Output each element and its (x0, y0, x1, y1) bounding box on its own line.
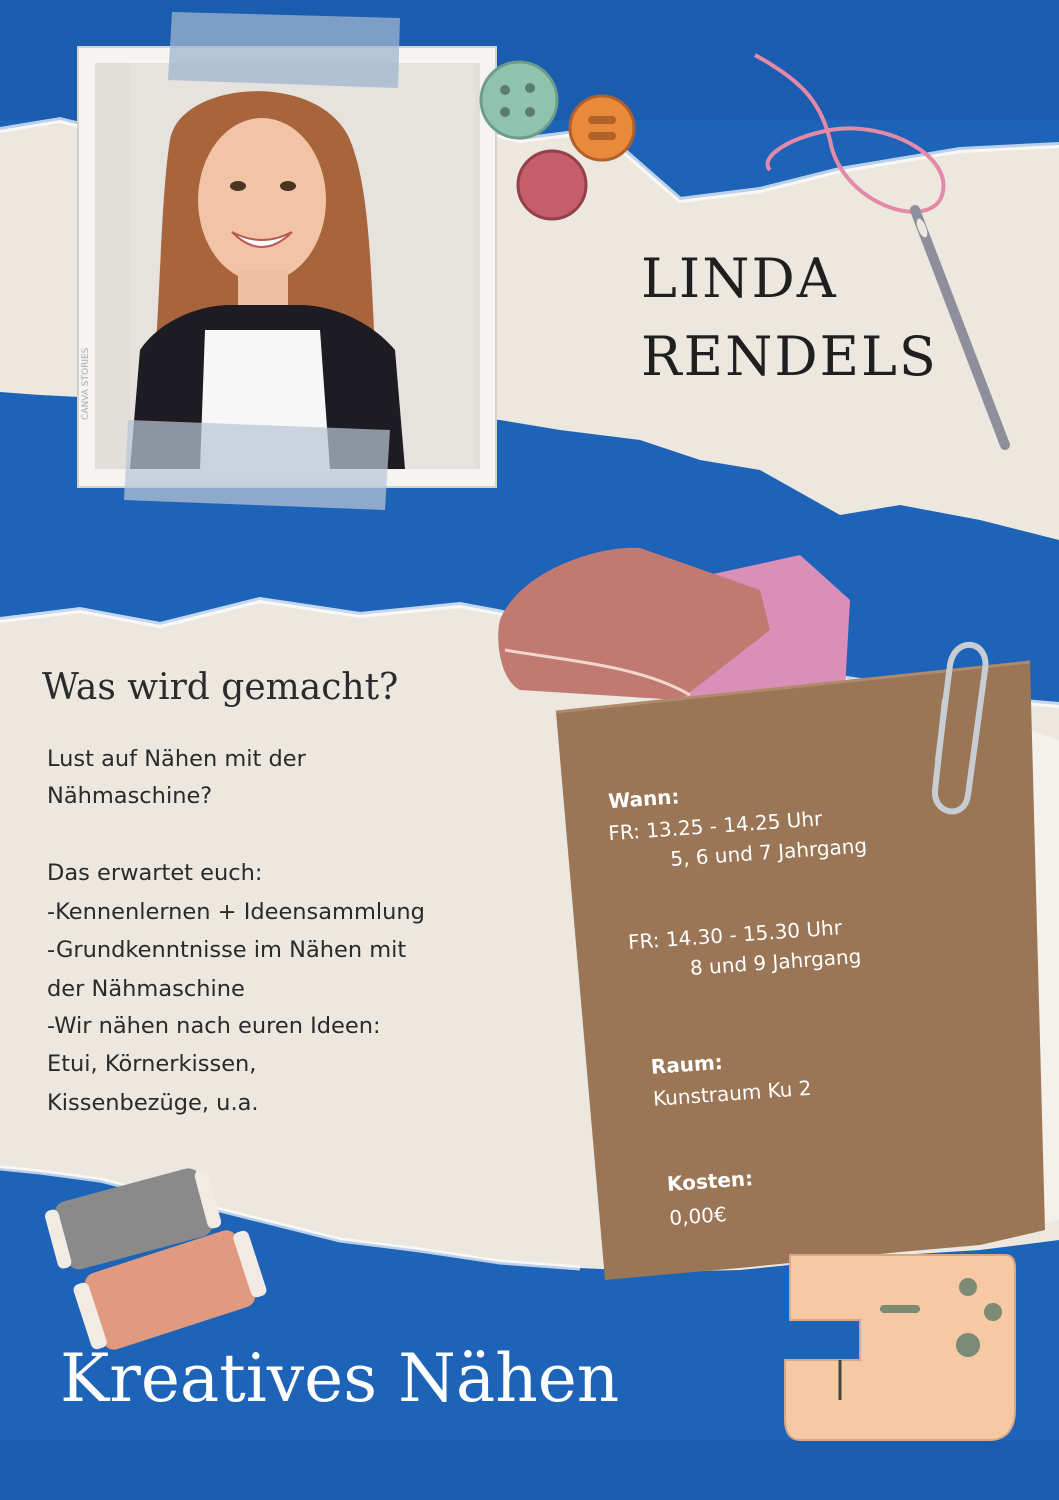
intro-line: Das erwartet euch: (47, 860, 263, 886)
name-first: LINDA (641, 247, 838, 310)
intro-line: Nähmaschine? (47, 783, 213, 809)
slot1-grades: 5, 6 und 7 Jahrgang (669, 833, 868, 871)
slot2-grades: 8 und 9 Jahrgang (689, 943, 863, 980)
slot1-time: FR: 13.25 - 14.25 Uhr (607, 806, 823, 846)
photo-caption: CANVA STORIES (81, 347, 91, 420)
cost-value: 0,00€ (668, 1202, 728, 1230)
schedule-card (596, 742, 1028, 1239)
when-label: Wann: (607, 784, 681, 814)
cost-label: Kosten: (666, 1166, 754, 1197)
intro-heading: Was wird gemacht? (42, 667, 399, 708)
intro-line: der Nähmaschine (47, 976, 245, 1002)
name-last: RENDELS (641, 325, 938, 388)
intro-line: Etui, Körnerkissen, (47, 1051, 257, 1077)
intro-line: Lust auf Nähen mit der (47, 746, 306, 772)
room-label: Raum: (650, 1049, 724, 1079)
slot2-time: FR: 14.30 - 15.30 Uhr (627, 915, 843, 955)
intro-line: -Kennenlernen + Ideensammlung (47, 899, 425, 925)
intro-line: -Grundkenntnisse im Nähen mit (47, 937, 407, 963)
intro-line: Kissenbezüge, u.a. (47, 1090, 259, 1116)
footer-title: Kreatives Nähen (60, 1340, 620, 1417)
room-value: Kunstraum Ku 2 (652, 1075, 813, 1111)
intro-line: -Wir nähen nach euren Ideen: (47, 1013, 381, 1039)
